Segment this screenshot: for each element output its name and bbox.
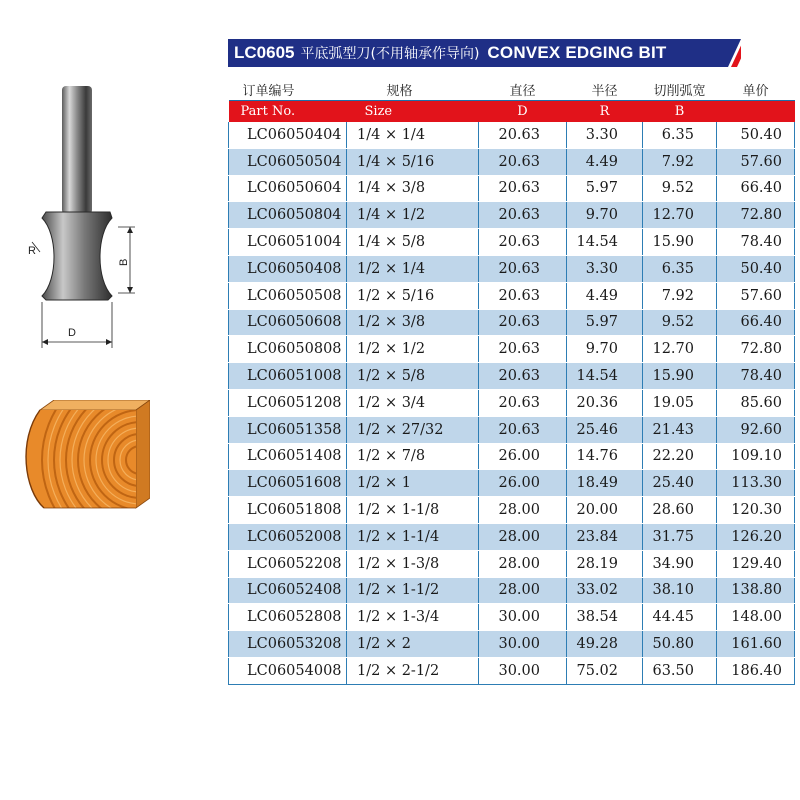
cell-size: 1/2 × 1-1/8 xyxy=(347,497,479,524)
cell-price: 129.40 xyxy=(717,550,795,577)
table-row xyxy=(229,229,795,256)
cell-part-no: LC06051208 xyxy=(229,389,347,416)
cell-radius: 33.02 xyxy=(567,577,643,604)
cell-part-no: LC06052808 xyxy=(229,604,347,631)
cell-size: 1/2 × 3/8 xyxy=(347,309,479,336)
cell-diameter: 20.63 xyxy=(479,389,567,416)
cell-price: 50.40 xyxy=(717,255,795,282)
cell-radius: 20.00 xyxy=(567,497,643,524)
table-row xyxy=(229,497,795,524)
cell-cut-width: 12.70 xyxy=(643,336,717,363)
table-row xyxy=(229,657,795,684)
header-radius: R xyxy=(567,101,643,123)
cell-diameter: 20.63 xyxy=(479,336,567,363)
radius-label: R xyxy=(28,245,36,257)
cell-cut-width: 12.70 xyxy=(643,202,717,229)
table-row xyxy=(229,363,795,390)
cell-radius: 4.49 xyxy=(567,282,643,309)
cell-size: 1/2 × 1 xyxy=(347,470,479,497)
cell-cut-width: 44.45 xyxy=(643,604,717,631)
cell-size: 1/2 × 1/2 xyxy=(347,336,479,363)
header-width: B xyxy=(643,101,717,123)
header-radius-cn: 半径 xyxy=(567,78,643,101)
header-width-cn: 切削弧宽 xyxy=(643,78,717,101)
cell-size: 1/2 × 3/4 xyxy=(347,389,479,416)
wood-profile-illustration xyxy=(10,400,150,530)
cell-radius: 28.19 xyxy=(567,550,643,577)
cell-cut-width: 15.90 xyxy=(643,363,717,390)
cell-cut-width: 28.60 xyxy=(643,497,717,524)
cell-cut-width: 34.90 xyxy=(643,550,717,577)
cell-price: 57.60 xyxy=(717,148,795,175)
wood-side-face xyxy=(136,400,150,508)
cell-size: 1/4 × 1/4 xyxy=(347,122,479,148)
header-size-cn: 规格 xyxy=(347,78,479,101)
cell-cut-width: 15.90 xyxy=(643,229,717,256)
cell-price: 72.80 xyxy=(717,336,795,363)
cell-diameter: 28.00 xyxy=(479,497,567,524)
cell-radius: 4.49 xyxy=(567,148,643,175)
header-price xyxy=(717,101,795,123)
cell-radius: 5.97 xyxy=(567,175,643,202)
cell-diameter: 20.63 xyxy=(479,363,567,390)
cell-cut-width: 63.50 xyxy=(643,657,717,684)
cell-radius: 14.54 xyxy=(567,363,643,390)
cell-size: 1/2 × 1/4 xyxy=(347,255,479,282)
product-name-chinese: 平底弧型刀(不用轴承作导向) xyxy=(300,46,480,62)
table-row xyxy=(229,470,795,497)
wood-top-face xyxy=(40,400,150,410)
table-row xyxy=(229,122,795,148)
cell-size: 1/2 × 7/8 xyxy=(347,443,479,470)
product-code: LC0605 xyxy=(234,43,295,62)
cell-part-no: LC06050404 xyxy=(229,122,347,148)
cell-size: 1/2 × 1-1/4 xyxy=(347,523,479,550)
cell-diameter: 20.63 xyxy=(479,148,567,175)
cell-radius: 3.30 xyxy=(567,122,643,148)
cell-radius: 14.54 xyxy=(567,229,643,256)
table-row xyxy=(229,148,795,175)
cell-diameter: 28.00 xyxy=(479,550,567,577)
cell-size: 1/4 × 1/2 xyxy=(347,202,479,229)
cell-diameter: 20.63 xyxy=(479,416,567,443)
cell-size: 1/4 × 5/8 xyxy=(347,229,479,256)
cell-price: 161.60 xyxy=(717,631,795,658)
cell-part-no: LC06052408 xyxy=(229,577,347,604)
table-row xyxy=(229,309,795,336)
header-part-no-cn: 订单编号 xyxy=(229,78,347,101)
cell-size: 1/4 × 5/16 xyxy=(347,148,479,175)
table-row xyxy=(229,577,795,604)
cell-radius: 75.02 xyxy=(567,657,643,684)
cell-radius: 9.70 xyxy=(567,336,643,363)
cell-part-no: LC06052208 xyxy=(229,550,347,577)
table-row xyxy=(229,175,795,202)
cell-cut-width: 38.10 xyxy=(643,577,717,604)
cell-part-no: LC06053208 xyxy=(229,631,347,658)
cell-part-no: LC06051358 xyxy=(229,416,347,443)
cell-size: 1/2 × 27/32 xyxy=(347,416,479,443)
cell-diameter: 28.00 xyxy=(479,523,567,550)
cell-diameter: 20.63 xyxy=(479,175,567,202)
cell-price: 57.60 xyxy=(717,282,795,309)
cell-part-no: LC06050608 xyxy=(229,309,347,336)
cell-price: 85.60 xyxy=(717,389,795,416)
table-row xyxy=(229,336,795,363)
cell-diameter: 20.63 xyxy=(479,255,567,282)
cell-radius: 23.84 xyxy=(567,523,643,550)
cell-size: 1/2 × 2 xyxy=(347,631,479,658)
cell-price: 186.40 xyxy=(717,657,795,684)
cell-price: 72.80 xyxy=(717,202,795,229)
bit-cutter-body xyxy=(42,212,112,300)
cell-price: 78.40 xyxy=(717,363,795,390)
width-label: B xyxy=(118,258,130,266)
cell-diameter: 26.00 xyxy=(479,470,567,497)
cell-part-no: LC06051008 xyxy=(229,363,347,390)
cell-part-no: LC06050508 xyxy=(229,282,347,309)
cell-cut-width: 31.75 xyxy=(643,523,717,550)
cell-part-no: LC06051408 xyxy=(229,443,347,470)
cell-diameter: 20.63 xyxy=(479,122,567,148)
cell-radius: 5.97 xyxy=(567,309,643,336)
cell-cut-width: 9.52 xyxy=(643,175,717,202)
table-row xyxy=(229,631,795,658)
cell-price: 113.30 xyxy=(717,470,795,497)
cell-price: 148.00 xyxy=(717,604,795,631)
cell-part-no: LC06054008 xyxy=(229,657,347,684)
cell-cut-width: 22.20 xyxy=(643,443,717,470)
cell-part-no: LC06050604 xyxy=(229,175,347,202)
table-row xyxy=(229,202,795,229)
cell-diameter: 30.00 xyxy=(479,631,567,658)
header-part-no: Part No. xyxy=(229,101,347,123)
cell-cut-width: 25.40 xyxy=(643,470,717,497)
cell-radius: 14.76 xyxy=(567,443,643,470)
cell-cut-width: 19.05 xyxy=(643,389,717,416)
cell-cut-width: 21.43 xyxy=(643,416,717,443)
header-price-cn: 单价 xyxy=(717,78,795,101)
table-row xyxy=(229,389,795,416)
cell-price: 66.40 xyxy=(717,309,795,336)
cell-diameter: 20.63 xyxy=(479,202,567,229)
cell-price: 92.60 xyxy=(717,416,795,443)
cell-radius: 9.70 xyxy=(567,202,643,229)
cell-size: 1/2 × 5/16 xyxy=(347,282,479,309)
header-diameter: D xyxy=(479,101,567,123)
header-row-english xyxy=(229,101,795,123)
spec-table xyxy=(228,78,795,685)
cell-part-no: LC06050504 xyxy=(229,148,347,175)
header-diameter-cn: 直径 xyxy=(479,78,567,101)
header-size: Size xyxy=(347,101,479,123)
cell-part-no: LC06050408 xyxy=(229,255,347,282)
cell-cut-width: 50.80 xyxy=(643,631,717,658)
cell-diameter: 20.63 xyxy=(479,282,567,309)
cell-radius: 3.30 xyxy=(567,255,643,282)
cell-price: 50.40 xyxy=(717,122,795,148)
table-row xyxy=(229,550,795,577)
header-row-chinese xyxy=(229,78,795,101)
table-row xyxy=(229,443,795,470)
cell-diameter: 26.00 xyxy=(479,443,567,470)
product-title-banner xyxy=(228,39,741,67)
cell-diameter: 20.63 xyxy=(479,309,567,336)
cell-diameter: 28.00 xyxy=(479,577,567,604)
diameter-label: D xyxy=(68,327,76,339)
cell-diameter: 30.00 xyxy=(479,657,567,684)
bit-shank xyxy=(62,86,92,214)
cell-cut-width: 6.35 xyxy=(643,255,717,282)
cell-part-no: LC06052008 xyxy=(229,523,347,550)
cell-radius: 49.28 xyxy=(567,631,643,658)
cell-part-no: LC06051808 xyxy=(229,497,347,524)
cell-radius: 38.54 xyxy=(567,604,643,631)
spec-table-body xyxy=(229,122,795,684)
cell-price: 109.10 xyxy=(717,443,795,470)
cell-radius: 18.49 xyxy=(567,470,643,497)
cell-price: 138.80 xyxy=(717,577,795,604)
cell-radius: 25.46 xyxy=(567,416,643,443)
cell-radius: 20.36 xyxy=(567,389,643,416)
cell-size: 1/2 × 2-1/2 xyxy=(347,657,479,684)
table-row xyxy=(229,604,795,631)
table-row xyxy=(229,523,795,550)
cell-price: 66.40 xyxy=(717,175,795,202)
cell-part-no: LC06050804 xyxy=(229,202,347,229)
cell-price: 78.40 xyxy=(717,229,795,256)
cell-diameter: 20.63 xyxy=(479,229,567,256)
cell-part-no: LC06051608 xyxy=(229,470,347,497)
table-row xyxy=(229,282,795,309)
cell-price: 126.20 xyxy=(717,523,795,550)
router-bit-diagram xyxy=(20,84,140,354)
cell-size: 1/4 × 3/8 xyxy=(347,175,479,202)
cell-size: 1/2 × 1-3/4 xyxy=(347,604,479,631)
cell-price: 120.30 xyxy=(717,497,795,524)
cell-part-no: LC06050808 xyxy=(229,336,347,363)
cell-cut-width: 9.52 xyxy=(643,309,717,336)
table-row xyxy=(229,416,795,443)
table-row xyxy=(229,255,795,282)
cell-cut-width: 6.35 xyxy=(643,122,717,148)
cell-part-no: LC06051004 xyxy=(229,229,347,256)
cell-size: 1/2 × 1-3/8 xyxy=(347,550,479,577)
product-name-english: CONVEX EDGING BIT xyxy=(487,43,667,62)
cell-diameter: 30.00 xyxy=(479,604,567,631)
cell-size: 1/2 × 1-1/2 xyxy=(347,577,479,604)
cell-size: 1/2 × 5/8 xyxy=(347,363,479,390)
cell-cut-width: 7.92 xyxy=(643,282,717,309)
cell-cut-width: 7.92 xyxy=(643,148,717,175)
